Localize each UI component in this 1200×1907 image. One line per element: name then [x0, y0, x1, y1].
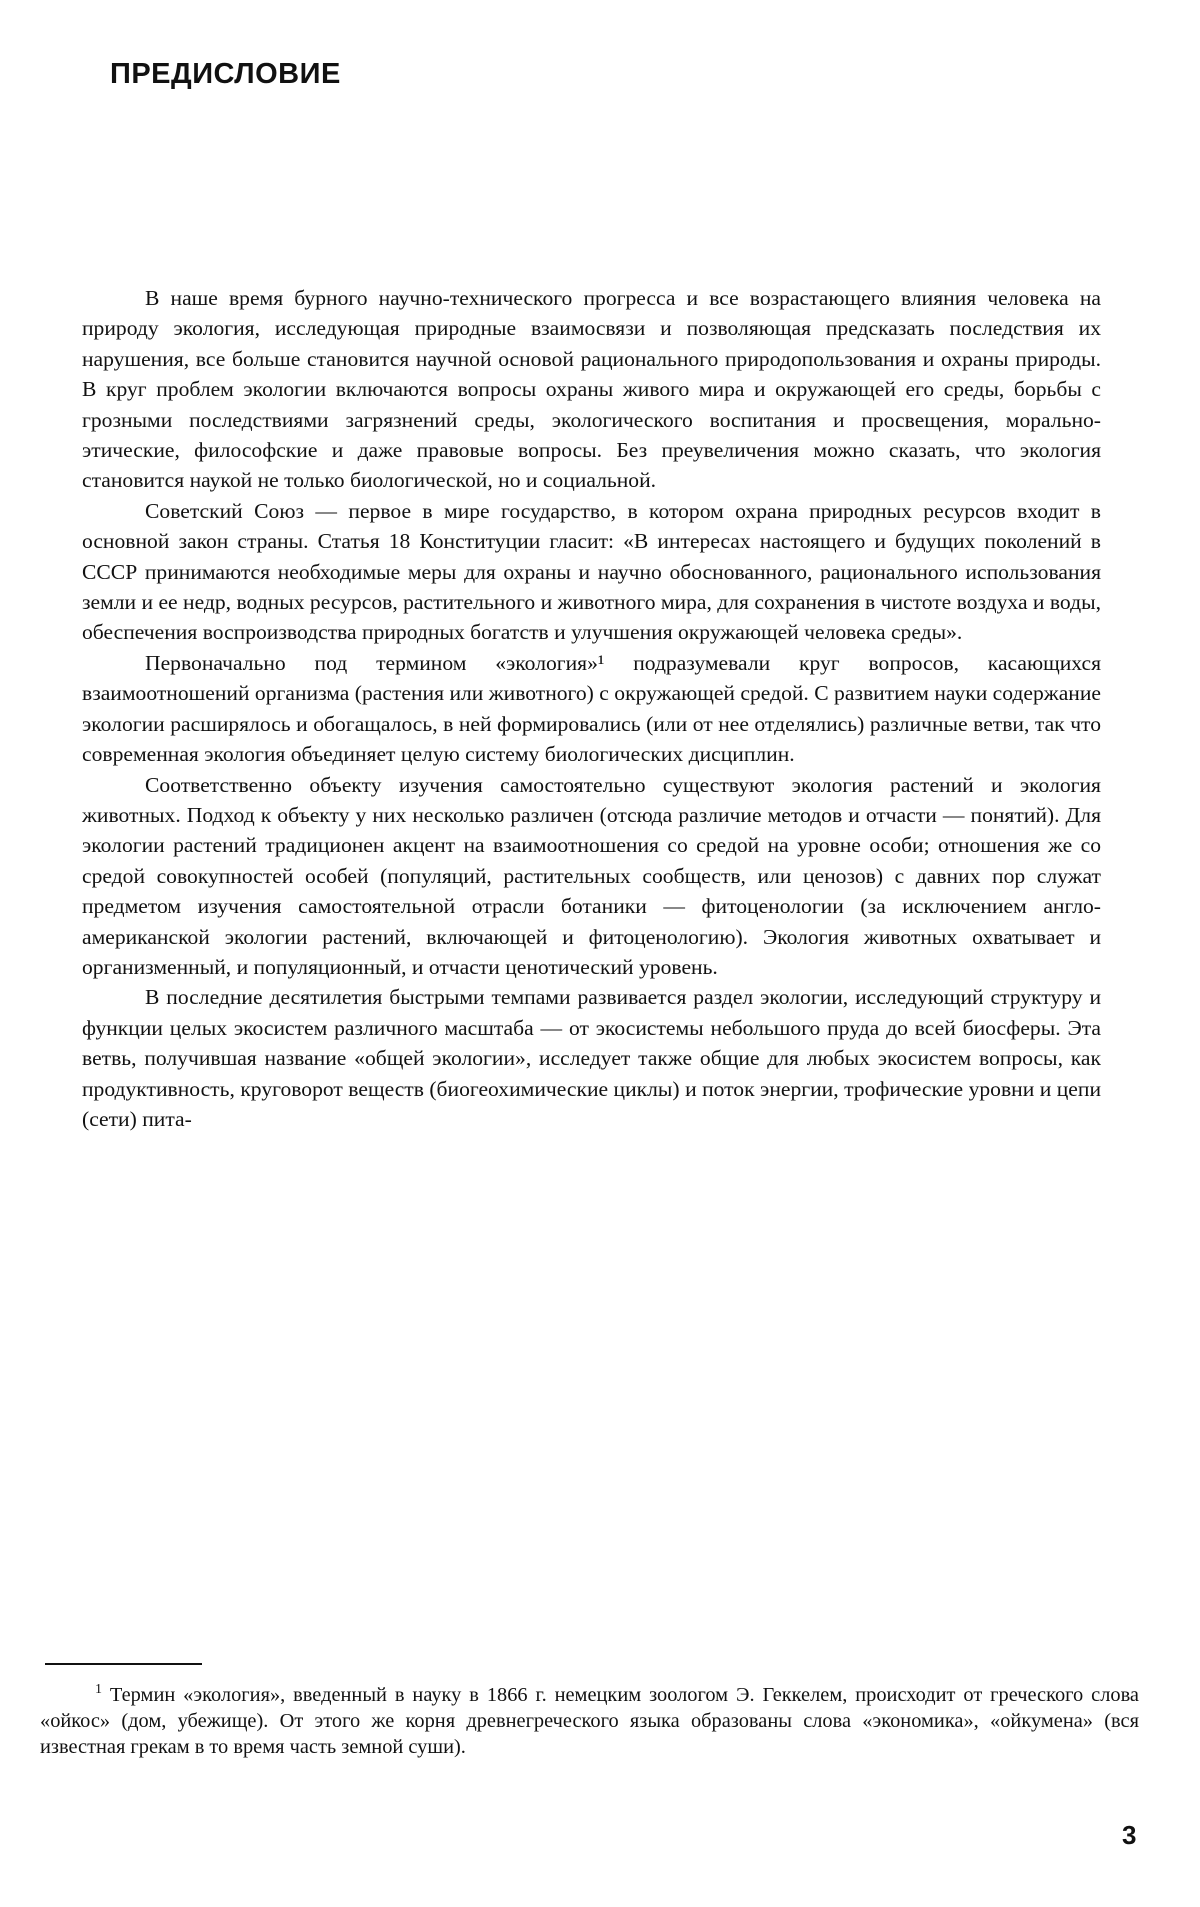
body-text: [82, 283, 1101, 1134]
paragraph-4: Соответственно объекту изучения самостоятельно существуют экология растений и экология животных. Подход к объекту у них несколько различен (отсюда различие методов и отчасти — понятий). Для экологии растений традиционен акцент на взаимоотношения со средой на уровне особи; отношения же со средой совокупностей особей (популяций, растительных сообществ, или ценозов) с давних пор служат предметом изучения самостоятельной отрасли ботаники — фитоценологии (за исключением англо-американской экологии растений, включающей и фитоценологию). Экология животных охватывает и организменный, и популяционный, и отчасти ценотический уровень.: [82, 770, 1101, 983]
paragraph-3: Первоначально под термином «экология»¹ подразумевали круг вопросов, касающихся взаимоотношений организма (растения или животного) с окружающей средой. С развитием науки содержание экологии расширялось и обогащалось, в ней формировались (или от нее отделялись) различные ветви, так что современная экология объединяет целую систему биологических дисциплин.: [82, 648, 1101, 770]
footnote: [40, 1682, 1139, 1760]
page-number: 3: [1122, 1820, 1136, 1851]
paragraph-2: Советский Союз — первое в мире государство, в котором охрана природных ресурсов входит в основной закон страны. Статья 18 Конституции гласит: «В интересах настоящего и будущих поколений в СССР принимаются необходимые меры для охраны и научно обоснованного, рационального использования земли и ее недр, водных ресурсов, растительного и животного мира, для сохранения в чистоте воздуха и воды, обеспечения воспроизводства природных богатств и улучшения окружающей человека среды».: [82, 496, 1101, 648]
footnote-marker: 1: [95, 1682, 102, 1697]
footnote-text: Термин «экология», введенный в науку в 1866 г. немецким зоологом Э. Геккелем, происходит от греческого слова «ойкос» (дом, убежище). От этого же корня древнегреческого языка образованы слова «экономика», «ойкумена» (вся известная грекам в то время часть земной суши).: [40, 1684, 1139, 1758]
paragraph-5: В последние десятилетия быстрыми темпами развивается раздел экологии, исследующий структуру и функции целых экосистем различного масштаба — от экосистемы небольшого пруда до всей биосферы. Эта ветвь, получившая название «общей экологии», исследует также общие для любых экосистем вопросы, как продуктивность, круговорот веществ (биогеохимические циклы) и поток энергии, трофические уровни и цепи (сети) пита-: [82, 982, 1101, 1134]
page-title: ПРЕДИСЛОВИЕ: [110, 58, 341, 91]
paragraph-1: В наше время бурного научно-технического прогресса и все возрастающего влияния человека на природу экология, исследующая природные взаимосвязи и позволяющая предсказать последствия их нарушения, все больше становится научной основой рационального природопользования и охраны природы. В круг проблем экологии включаются вопросы охраны живого мира и окружающей его среды, борьбы с грозными последствиями загрязнений среды, экологического воспитания и просвещения, морально-этические, философские и даже правовые вопросы. Без преувеличения можно сказать, что экология становится наукой не только биологической, но и социальной.: [82, 283, 1101, 496]
footnote-divider: [45, 1663, 202, 1665]
